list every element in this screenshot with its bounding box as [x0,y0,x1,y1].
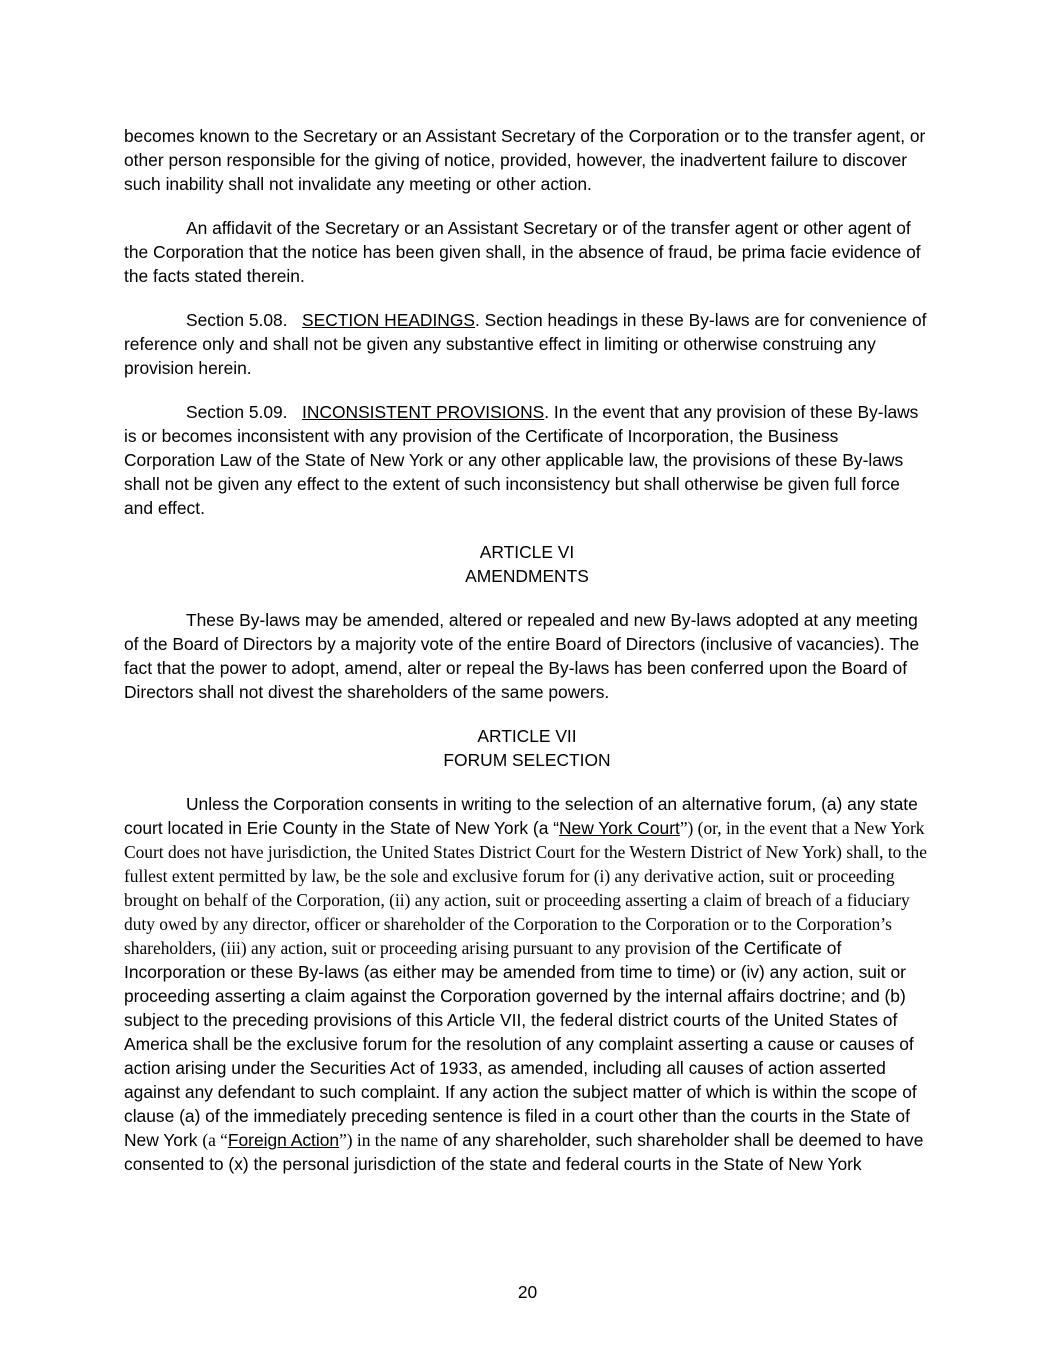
body-text-serif: ”) in the name [339,1130,439,1150]
body-text-serif: Corporation’s shareholders, (iii) any action, suit or proceeding arising pursuant to any provision [124,914,892,958]
article-title: FORUM SELECTION [443,750,611,770]
body-text-serif: (a “ [202,1130,228,1150]
section-5-08 [124,308,930,380]
section-5-09 [124,400,930,520]
paragraph-continued: becomes known to the Secretary or an Assistant Secretary of the Corporation or to the transfer agent, or other person responsible for the giving of notice, provided, however, the inadvertent failure to discover such inability shall not invalidate any meeting or other action. [124,126,926,194]
body-text: Unless the Corporation consents in writing to the selection of an alternative forum, (a) any state court located in Erie County in the State of New York (a “ [124,794,918,838]
section-title: SECTION HEADINGS [302,310,475,330]
paragraph-affidavit: An affidavit of the Secretary or an Assistant Secretary or of the transfer agent or other agent of the Corporation that the notice has been given shall, in the absence of fraud, be prima facie evidence of the facts stated therein. [124,218,921,286]
article-title: AMENDMENTS [465,566,589,586]
article-7-heading [124,724,930,772]
article-7-body [124,792,930,1176]
article-label: ARTICLE VII [477,726,577,746]
article-6-heading [124,540,930,588]
body-text: of the Certificate of Incorporation or these By-laws (as either may be amended from time to time) or (iv) any action, suit or proceeding asserting a claim against the Corporation governed by the internal affairs doctrine; and (b) subject to the preceding provisions of this Article VII, the federal district courts of the United States of America shall be the exclusive forum for the resolution of any complaint asserting a cause or causes of action arising under the Securities Act of 1933, as amended, including all causes of action asserted against any defendant to such complaint. If any action the subject matter of which is within the scope of clause (a) of the immediately preceding sentence is filed in a court other than the courts in the State of New York [124,938,917,1150]
section-number: Section 5.08. [186,310,288,330]
page-number: 20 [517,1282,538,1302]
section-number: Section 5.09. [186,402,288,422]
document-page [124,124,930,1196]
article-6-body: These By-laws may be amended, altered or repealed and new By-laws adopted at any meeting of the Board of Directors by a majority vote of the entire Board of Directors (inclusive of vacancies). The fact that the power to adopt, amend, alter or repeal the By-laws has been conferred upon the Board of Directors shall not divest the shareholders of the same powers. [124,610,920,702]
section-body: . Section headings in these By-laws are for convenience of reference only and shall not be given any substantive effect in limiting or otherwise construing any provision herein. [124,310,927,378]
body-text: of any shareholder, such shareholder shall be deemed to have consented to (x) the personal jurisdiction of the state and federal courts in the State of New York [124,1130,924,1174]
defined-term-new-york-court: New York Court [559,818,680,838]
defined-term-foreign-action: Foreign Action [227,1130,340,1150]
article-label: ARTICLE VI [479,542,575,562]
section-body: . In the event that any provision of these By-laws is or becomes inconsistent with any provision of the Certificate of Incorporation, the Business Corporation Law of the State of New York or any other applicable law, the provisions of these By-laws shall not be given any effect to the extent of such inconsistency but shall otherwise be given full force and effect. [124,402,919,518]
body-text: ”) (or, in the event that a New York Court does not have jurisdiction, the United States District Court for the Western District of New York) shall, to the fullest extent permitted by law, be the sole and exclusive forum for (i) any derivative action, suit or proceeding brought on behalf of the Corporation, (ii) any action, suit or proceeding asserting a claim of breach of a fiduciary duty owed by any director, officer or shareholder of the Corporation to the Corporation or to the [124,818,927,934]
section-title: INCONSISTENT PROVISIONS [302,402,545,422]
